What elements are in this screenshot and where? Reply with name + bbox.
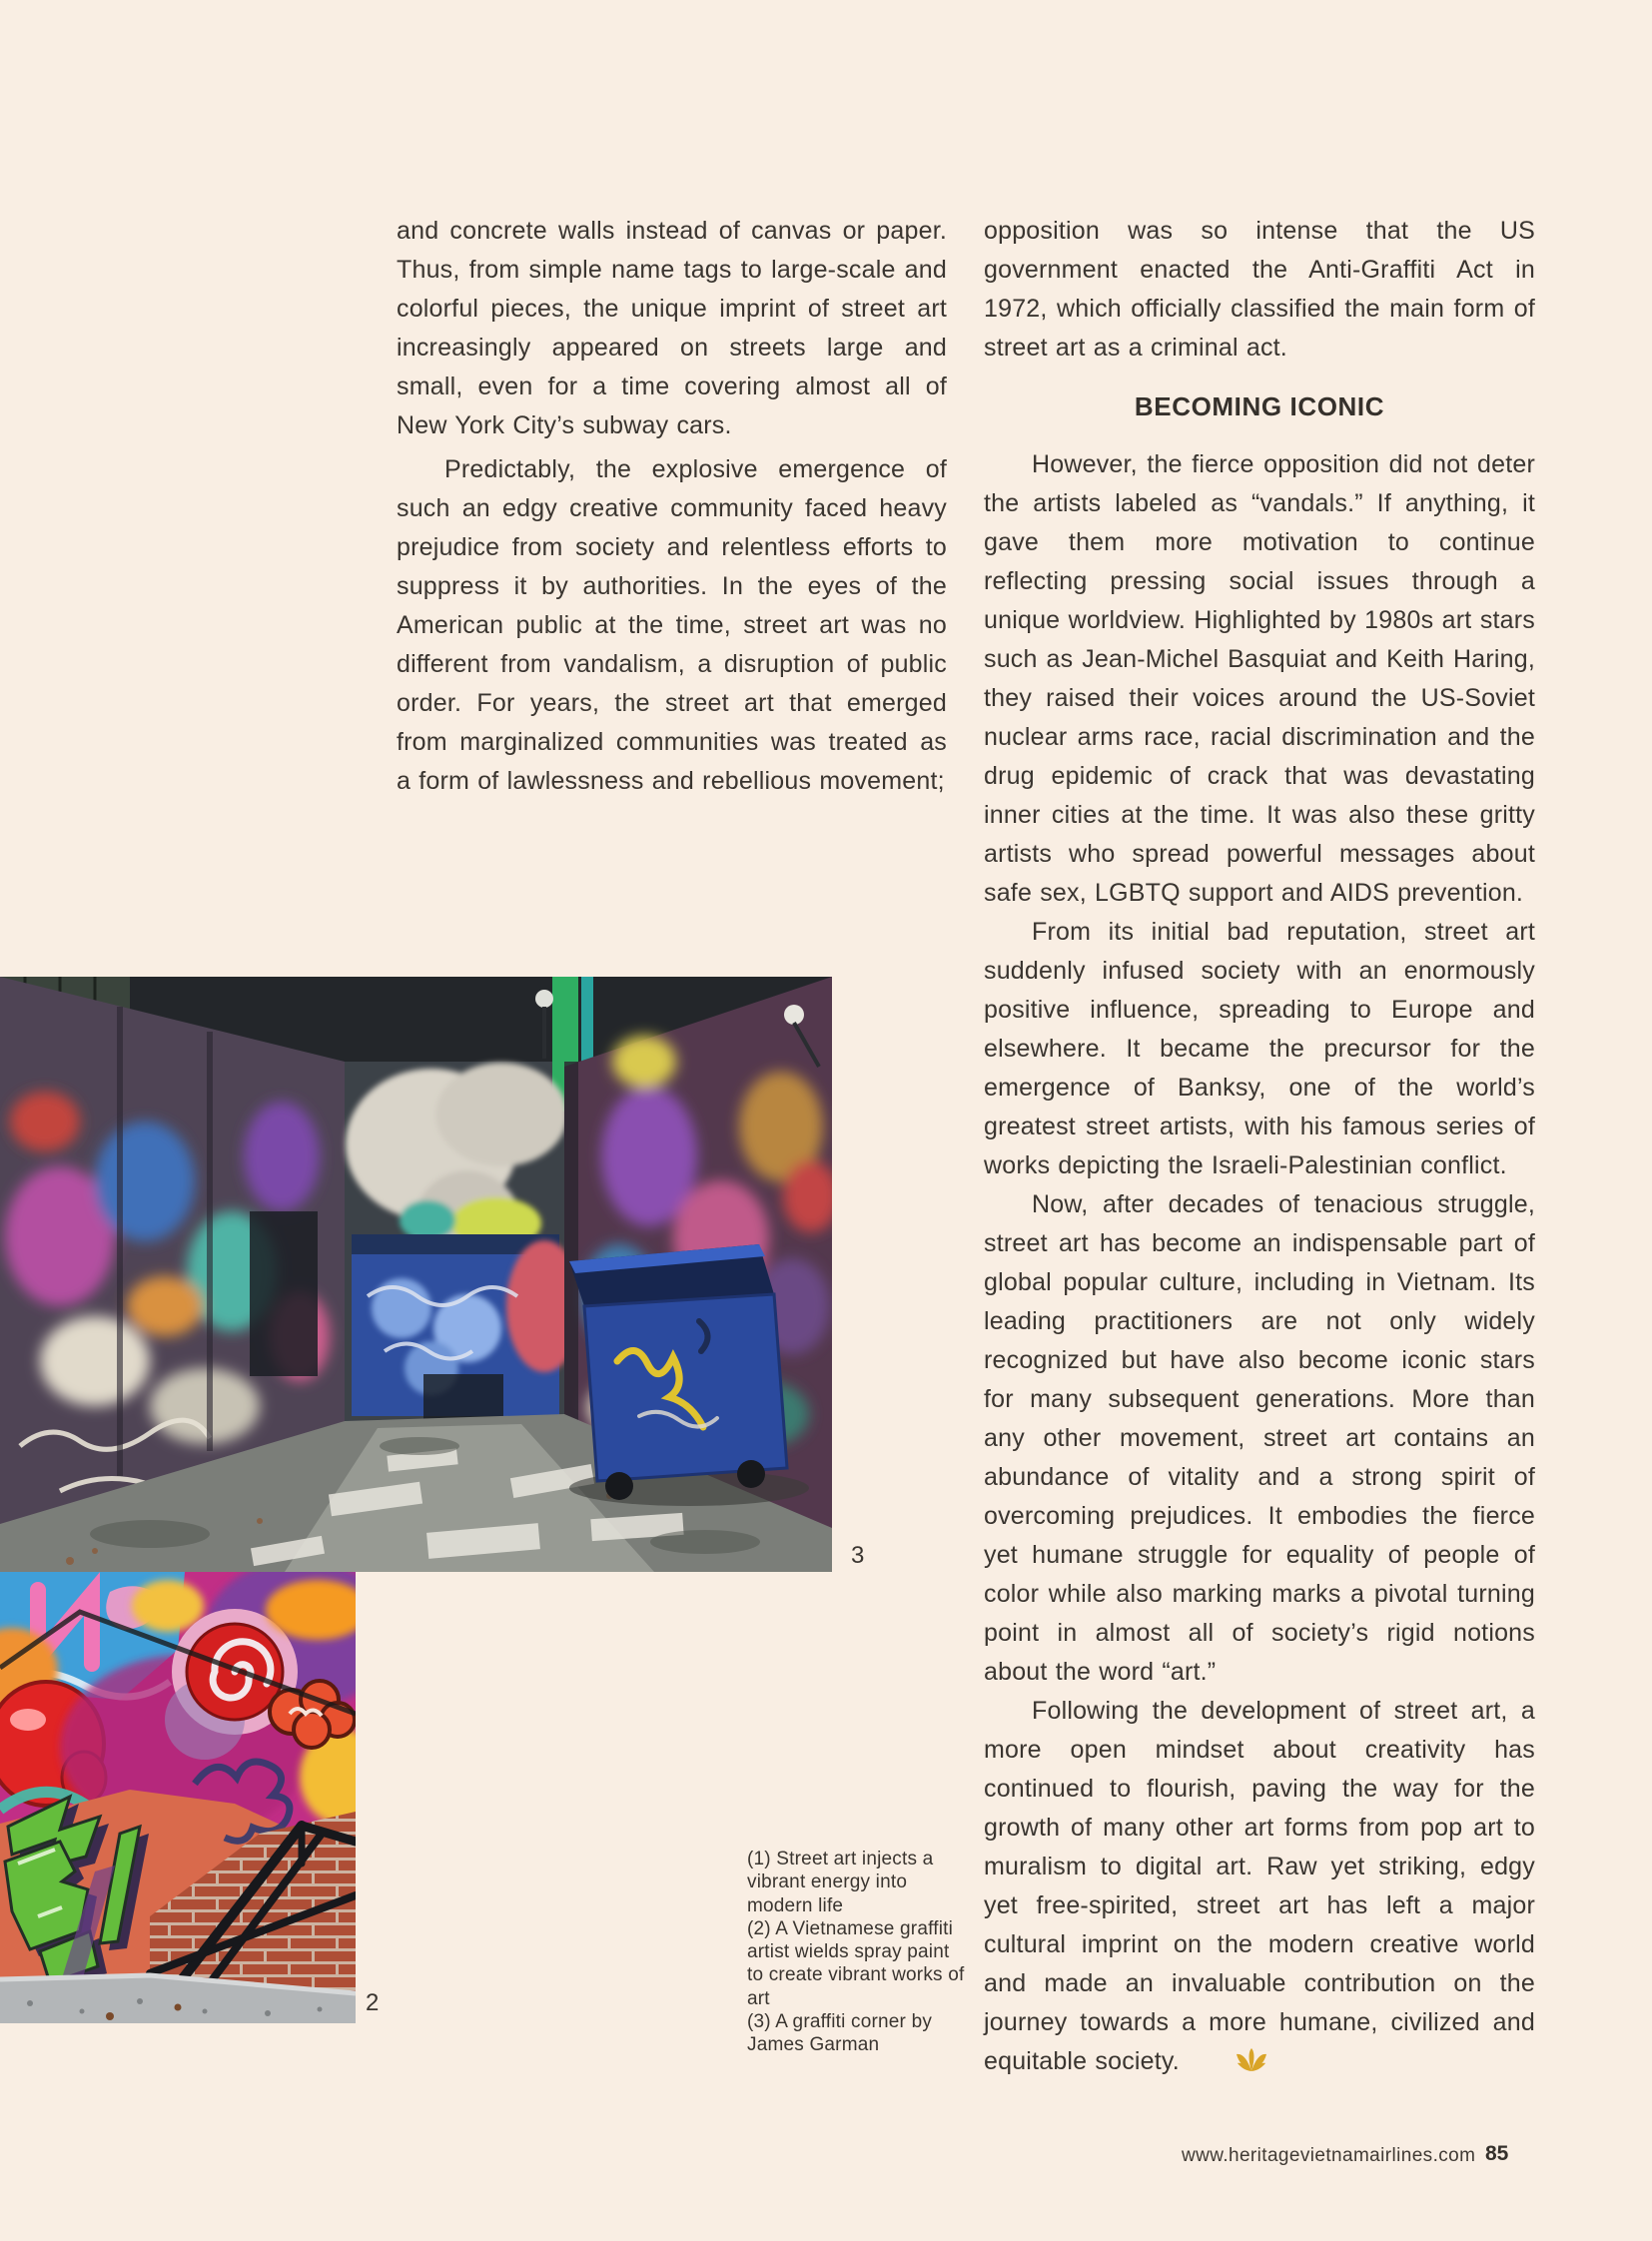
caption-block bbox=[747, 1848, 971, 2057]
caption-line: (2) A Vietnamese graffiti artist wields spray paint to create vibrant works of art bbox=[747, 1917, 965, 2009]
graffiti-alley-illustration bbox=[0, 977, 832, 1572]
photo-graffiti-mural bbox=[0, 1572, 356, 2023]
figure-label-3: 3 bbox=[851, 1542, 865, 1569]
paragraph: From its initial bad reputation, street art suddenly infused society with an enormously positive influence, spreading to Europe and elsewhere. It became the precursor for the emergence of Banksy, one of the world’s greatest street artists, with his famous series of works depicting the Israeli-Palestinian conflict. bbox=[984, 918, 1535, 1179]
page-number: 85 bbox=[1485, 2142, 1509, 2165]
footer-url: www.heritagevietnamairlines.com bbox=[1182, 2145, 1476, 2166]
section-heading: BECOMING ICONIC bbox=[1134, 391, 1385, 421]
article-left-column bbox=[397, 212, 947, 801]
article-right-column bbox=[984, 212, 1535, 2083]
caption-line: (3) A graffiti corner by James Garman bbox=[747, 2011, 933, 2056]
paragraph: and concrete walls instead of canvas or paper. Thus, from simple name tags to large-scale and colorful pieces, the unique imprint of street art increasingly appeared on streets large and small, even for a time covering almost all of New York City’s subway cars. bbox=[397, 217, 947, 439]
paragraph: However, the fierce opposition did not deter the artists labeled as “vandals.” If anything, it gave them more motivation to continue reflecting pressing social issues through a unique worldview. Highlighted by 1980s art stars such as Jean-Michel Basquiat and Keith Haring, they raised their voices around the US-Soviet nuclear arms race, racial discrimination and the drug epidemic of crack that was devastating inner cities at the time. It was also these gritty artists who spread powerful messages about safe sex, LGBTQ support and AIDS prevention. bbox=[984, 450, 1535, 907]
paragraph bbox=[984, 1692, 1535, 2083]
caption-line: (1) Street art injects a vibrant energy into modern life bbox=[747, 1849, 934, 1916]
photo-graffiti-alley bbox=[0, 977, 832, 1572]
paragraph-text: Following the development of street art, a more open mindset about creativity has continued to flourish, paving the way for the growth of many other art forms from pop art to muralism to digital art. Raw yet striking, edgy yet free-spirited, street art has left a major cultural imprint on the modern creative world and made an invaluable contribution on the journey towards a more humane, civilized and equitable society. bbox=[984, 1697, 1535, 2075]
paragraph: Now, after decades of tenacious struggle, street art has become an indispensable part of global popular culture, including in Vietnam. Its leading practitioners are not only widely recognized but have also become iconic stars for many subsequent generations. More than any other movement, street art contains an abundance of vitality and a strong spirit of overcoming prejudices. It embodies the fierce yet humane struggle for equality of people of color while also marking marks a pivotal turning point in almost all of society’s rigid notions about the word “art.” bbox=[984, 1190, 1535, 1686]
lotus-end-icon bbox=[1188, 2044, 1267, 2083]
figure-label-2: 2 bbox=[366, 1989, 380, 2016]
paragraph: opposition was so intense that the US government enacted the Anti-Graffiti Act in 1972, which officially classified the main form of street art as a criminal act. bbox=[984, 217, 1535, 362]
paragraph: Predictably, the explosive emergence of such an edgy creative community faced heavy prejudice from society and relentless efforts to suppress it by authorities. In the eyes of the American public at the time, street art was no different from vandalism, a disruption of public order. For years, the street art that emerged from marginalized communities was treated as a form of lawlessness and rebellious movement; bbox=[397, 455, 947, 795]
graffiti-mural-illustration bbox=[0, 1572, 356, 2023]
